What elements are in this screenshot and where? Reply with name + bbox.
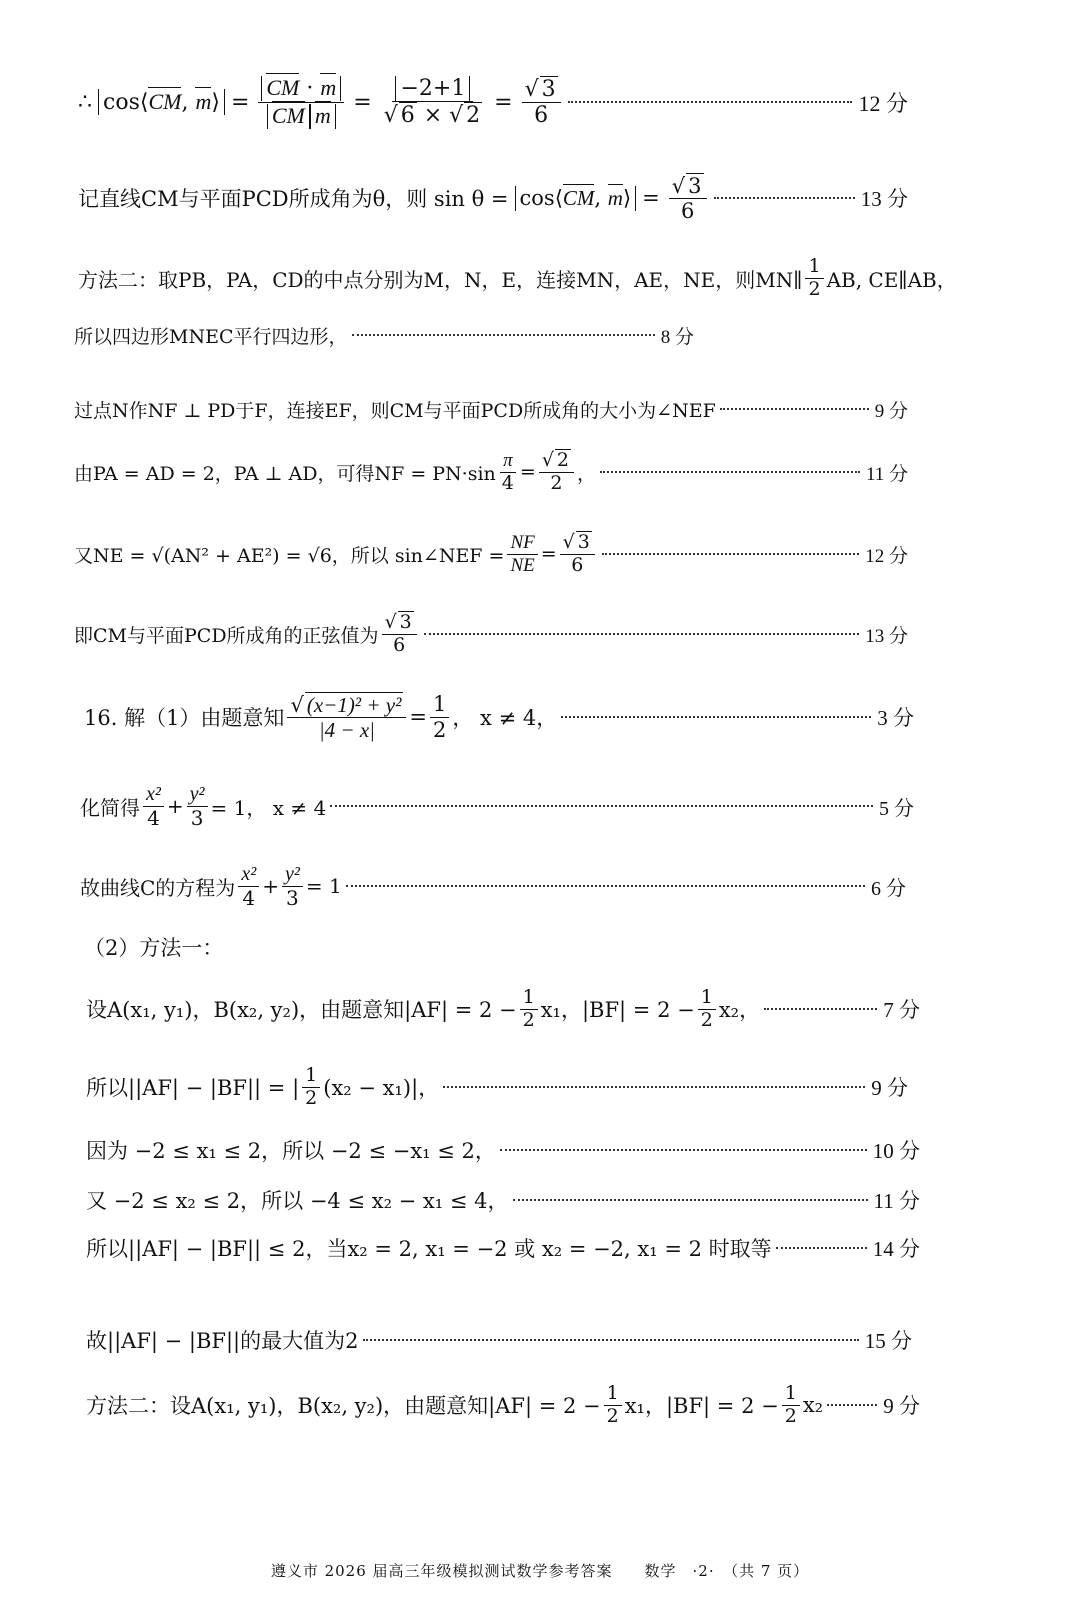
fraction-half-a: $\frac{1}{2}$ — [604, 1383, 622, 1428]
line-18 — [86, 1324, 912, 1356]
fraction-values: $\frac{-2+1}{√ 6 \times √ 2}$ — [383, 75, 481, 128]
line-text: 记直线CM与平面PCD所成角为θ，则 sin θ = — [78, 187, 509, 211]
line-10: 化简得 $\frac{\text{x²}}{4}$ + $\frac{\text{y²}}{3}$ = 1， x ≠ 4 5 分 — [80, 782, 914, 830]
vector-cm: CM — [148, 89, 182, 114]
fraction-half: $\frac{1}{2}$ — [805, 256, 823, 301]
line-2: 记直线CM与平面PCD所成角为θ，则 sin θ = cos⟨CM, m⟩ = $\frac{√ 3}{6}$ 13 分 — [78, 173, 908, 223]
line-text: 所以||AF| − |BF|| ≤ 2，当x₂ = 2, x₁ = −2 或 x₂ = −2, x₁ = 2 时取等 — [86, 1237, 772, 1261]
fraction-root2-2: $\frac{√ 2}{2}$ — [539, 449, 574, 495]
line-tail: x₂ — [802, 1393, 824, 1417]
line-1: ∴ cos⟨CM, m⟩ = $\frac{CM \cdot m}{\text{CM m}}$ = $\frac{-2+1}{√ 6 \times √ 2}$ = $\frac{√ 3}{6}$ 12 分 — [78, 75, 908, 128]
leader-dots — [714, 197, 855, 199]
line-5 — [74, 394, 908, 424]
points-label: 13 分 — [865, 625, 908, 647]
points-label: 7 分 — [883, 998, 920, 1022]
line-tail: x₂， — [718, 998, 761, 1022]
line-9: 16. 解（1）由题意知 $\frac{\text{√ (x−1)² + y²}}{|4 - x|}$ = $\frac{1}{2}$ ， x ≠ 4， 3 分 — [84, 692, 914, 742]
line-tail: ， x ≠ 4， — [452, 706, 558, 730]
line-text: 方法二：取PB，PA，CD的中点分别为M，N，E，连接MN，AE，NE，则MN∥ — [78, 267, 803, 292]
points-label: 11 分 — [865, 463, 908, 485]
line-text: 即CM与平面PCD所成角的正弦值为 — [74, 624, 379, 647]
line-text: 故||AF| − |BF||的最大值为2 — [86, 1329, 359, 1353]
line-14 — [86, 1058, 908, 1116]
line-15 — [86, 1134, 920, 1166]
fraction-x2-4: $\frac{\text{x²}}{4}$ — [238, 863, 259, 910]
line-17 — [86, 1232, 920, 1264]
fraction-half-a: $\frac{1}{2}$ — [520, 987, 538, 1032]
leader-dots — [764, 1008, 877, 1010]
line-text: 又NE = √(AN² + AE²) = √6，所以 sin∠NEF = — [74, 544, 505, 567]
fraction-y2-3: $\frac{\text{y²}}{3}$ — [282, 863, 303, 910]
points-label: 8 分 — [660, 326, 694, 348]
fraction-result: $\frac{√ 3}{6}$ — [382, 611, 417, 657]
points-label: 9 分 — [871, 1076, 908, 1100]
leader-dots — [827, 1404, 877, 1406]
points-label: 15 分 — [864, 1329, 912, 1353]
line-16 — [86, 1184, 920, 1216]
points-label: 9 分 — [874, 400, 908, 422]
cos-label: cos — [103, 90, 140, 115]
line-text: 由PA = AD = 2，PA ⊥ AD，可得NF = PN·sin — [74, 462, 496, 485]
fraction-nf-ne: $\frac{NF}{NE}$ — [507, 532, 537, 577]
line-text: 16. 解（1）由题意知 — [84, 706, 285, 730]
fraction-result: $\frac{√ 3}{6}$ — [560, 531, 595, 577]
line-text: 因为 −2 ≤ x₁ ≤ 2，所以 −2 ≤ −x₁ ≤ 2， — [86, 1139, 496, 1163]
fraction-result: $\frac{√ 3}{6}$ — [669, 173, 707, 223]
vector-m: m — [195, 89, 212, 114]
line-11: 故曲线C的方程为 $\frac{\text{x²}}{4}$ + $\frac{\text{y²}}{3}$ = 1 6 分 — [80, 862, 906, 910]
points-label: 13 分 — [860, 187, 908, 211]
fraction-x2-4: $\frac{\text{x²}}{4}$ — [143, 783, 164, 830]
line-mid: x₁，|BF| = 2 − — [540, 998, 695, 1022]
leader-dots — [352, 334, 655, 336]
fraction-y2-3: $\frac{\text{y²}}{3}$ — [187, 783, 208, 830]
fraction-result: $\frac{√ 3}{6}$ — [522, 76, 561, 129]
line-text: 所以||AF| − |BF|| = | — [86, 1076, 300, 1100]
fraction-distance: $\frac{\text{√ (x−1)² + y²}}{|4 - x|}$ — [287, 692, 406, 742]
line-text: 所以四边形MNEC平行四边形， — [74, 325, 348, 348]
leader-dots — [346, 885, 865, 887]
leader-dots — [443, 1086, 865, 1088]
line-tail: = 1 — [305, 874, 342, 898]
line-7: 又NE = √(AN² + AE²) = √6，所以 sin∠NEF = $\frac{NF}{NE}$ = $\frac{√ 3}{6}$ 12 分 — [74, 531, 908, 576]
points-label: 12 分 — [865, 545, 908, 567]
line-tail: = 1， x ≠ 4 — [210, 795, 327, 820]
leader-dots — [513, 1199, 868, 1201]
points-label: 11 分 — [873, 1189, 920, 1213]
line-13 — [86, 980, 920, 1038]
points-label: 10 分 — [872, 1139, 920, 1163]
leader-dots — [776, 1247, 867, 1249]
leader-dots — [602, 553, 859, 555]
line-8 — [74, 606, 908, 662]
line-text: 化简得 — [80, 795, 140, 820]
leader-dots — [720, 408, 869, 410]
therefore-symbol: ∴ — [78, 89, 92, 115]
line-12 — [84, 930, 384, 964]
points-label: 5 分 — [879, 797, 914, 820]
leader-dots — [500, 1149, 867, 1151]
leader-dots — [568, 101, 853, 103]
fraction-half: $\frac{1}{2}$ — [430, 692, 449, 741]
line-6: 由PA = AD = 2，PA ⊥ AD，可得NF = PN·sin $\frac{\pi}{4}$ = $\frac{√ 2}{2}$ ， 11 分 — [74, 449, 908, 494]
points-label: 9 分 — [883, 1394, 920, 1418]
abs-cos: cos⟨CM, m⟩ — [98, 89, 225, 115]
leader-dots — [330, 805, 873, 807]
fraction-pi-4: $\frac{\pi}{4}$ — [501, 449, 514, 494]
points-label: 12 分 — [858, 90, 908, 116]
line-text: 设A(x₁, y₁)，B(x₂, y₂)，由题意知|AF| = 2 − — [86, 998, 517, 1022]
points-label: 14 分 — [872, 1237, 920, 1261]
line-text: 又 −2 ≤ x₂ ≤ 2，所以 −4 ≤ x₂ − x₁ ≤ 4， — [86, 1189, 509, 1213]
line-mid: x₁，|BF| = 2 − — [624, 1394, 779, 1418]
page-footer: 遵义市 2026 届高三年级模拟测试数学参考答案 数学 ·2· （共 7 页） — [270, 1562, 810, 1580]
line-19 — [86, 1376, 920, 1434]
fraction-dot-product: $\frac{CM \cdot m}{\text{CM m}}$ — [258, 75, 344, 129]
line-4 — [74, 320, 694, 350]
line-tail: AB, CE∥AB， — [826, 267, 957, 292]
fraction-half-b: $\frac{1}{2}$ — [782, 1383, 800, 1428]
leader-dots — [424, 633, 859, 635]
leader-dots — [363, 1339, 859, 1341]
line-text: 过点N作NF ⊥ PD于F，连接EF，则CM与平面PCD所成角的大小为∠NEF — [74, 399, 716, 422]
leader-dots — [600, 471, 860, 473]
abs-cos: cos⟨CM, m⟩ — [515, 186, 637, 211]
points-label: 6 分 — [871, 877, 906, 900]
line-3 — [78, 250, 1008, 306]
fraction-half-b: $\frac{1}{2}$ — [698, 987, 716, 1032]
line-tail: (x₂ − x₁)|， — [323, 1076, 440, 1100]
line-text: （2）方法一： — [84, 936, 224, 960]
points-label: 3 分 — [877, 706, 914, 730]
line-text: 故曲线C的方程为 — [80, 875, 236, 900]
line-text: 方法二：设A(x₁, y₁)，B(x₂, y₂)，由题意知|AF| = 2 − — [86, 1394, 601, 1418]
leader-dots — [561, 716, 871, 718]
fraction-half: $\frac{1}{2}$ — [302, 1065, 320, 1110]
